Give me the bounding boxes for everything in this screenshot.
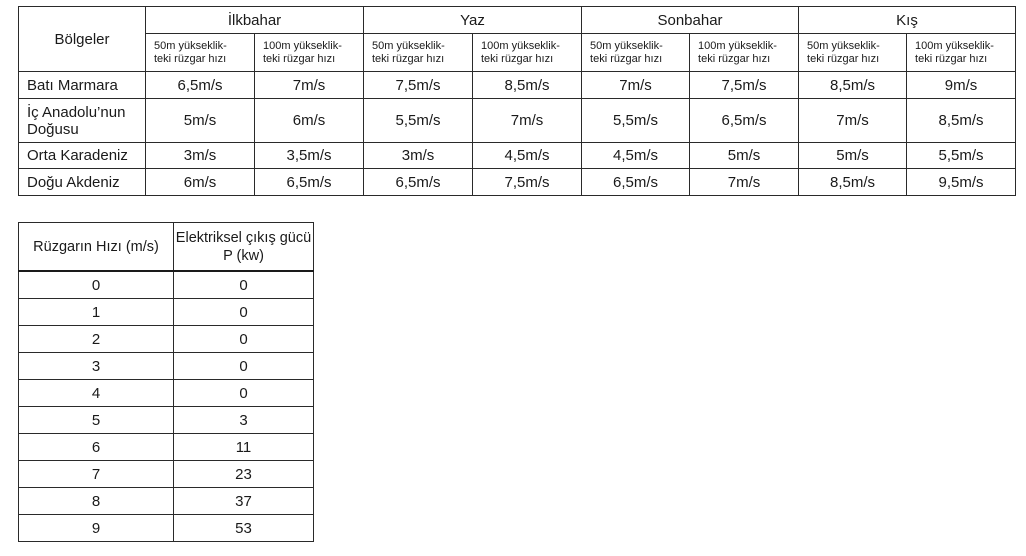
power-value: 0 xyxy=(174,271,314,299)
wind-speed-value: 9 xyxy=(19,515,174,542)
table-row xyxy=(19,488,314,515)
wind-speed-value: 8 xyxy=(19,488,174,515)
wind-speed-cell: 5m/s xyxy=(690,143,799,169)
wind-speed-cell: 5,5m/s xyxy=(364,99,473,143)
region-header: Bölgeler xyxy=(19,7,146,72)
region-cell: İç Anadolu’nun Doğusu xyxy=(19,99,146,143)
table-row xyxy=(19,72,1016,99)
height-100-header: 100m yükseklik- teki rüzgar hızı xyxy=(473,34,582,72)
wind-speed-cell: 6,5m/s xyxy=(364,169,473,196)
table-row xyxy=(19,169,1016,196)
wind-speed-cell: 7,5m/s xyxy=(364,72,473,99)
wind-speed-cell: 8,5m/s xyxy=(907,99,1016,143)
height-100-header: 100m yükseklik- teki rüzgar hızı xyxy=(255,34,364,72)
season-header: İlkbahar xyxy=(146,7,364,34)
height-100-header: 100m yükseklik- teki rüzgar hızı xyxy=(907,34,1016,72)
height-100-header: 100m yükseklik- teki rüzgar hızı xyxy=(690,34,799,72)
wind-speed-cell: 7m/s xyxy=(690,169,799,196)
wind-speed-value: 1 xyxy=(19,299,174,326)
wind-speed-cell: 3m/s xyxy=(146,143,255,169)
table-row xyxy=(19,326,314,353)
table-row xyxy=(19,434,314,461)
wind-speed-cell: 6m/s xyxy=(146,169,255,196)
wind-speed-cell: 6m/s xyxy=(255,99,364,143)
power-value: 23 xyxy=(174,461,314,488)
region-cell: Orta Karadeniz xyxy=(19,143,146,169)
wind-speed-cell: 6,5m/s xyxy=(582,169,690,196)
wind-speed-cell: 5,5m/s xyxy=(907,143,1016,169)
wind-speed-cell: 9,5m/s xyxy=(907,169,1016,196)
season-header: Yaz xyxy=(364,7,582,34)
height-50-header: 50m yükseklik- teki rüzgar hızı xyxy=(582,34,690,72)
power-value: 0 xyxy=(174,326,314,353)
wind-speed-cell: 7m/s xyxy=(799,99,907,143)
height-50-header: 50m yükseklik- teki rüzgar hızı xyxy=(364,34,473,72)
wind-speed-value: 5 xyxy=(19,407,174,434)
height-50-header: 50m yükseklik- teki rüzgar hızı xyxy=(146,34,255,72)
wind-speed-cell: 7m/s xyxy=(582,72,690,99)
wind-speed-cell: 7,5m/s xyxy=(690,72,799,99)
height-50-header: 50m yükseklik- teki rüzgar hızı xyxy=(799,34,907,72)
table-row xyxy=(19,143,1016,169)
wind-speed-cell: 7,5m/s xyxy=(473,169,582,196)
wind-speed-cell: 7m/s xyxy=(473,99,582,143)
power-value: 3 xyxy=(174,407,314,434)
wind-speed-cell: 6,5m/s xyxy=(146,72,255,99)
wind-speed-cell: 4,5m/s xyxy=(473,143,582,169)
season-header: Kış xyxy=(799,7,1016,34)
wind-speed-value: 7 xyxy=(19,461,174,488)
table-row xyxy=(19,461,314,488)
table-row xyxy=(19,353,314,380)
table-row xyxy=(19,271,314,299)
power-value: 0 xyxy=(174,353,314,380)
wind-speed-cell: 8,5m/s xyxy=(799,169,907,196)
wind-speed-value: 6 xyxy=(19,434,174,461)
wind-speed-cell: 6,5m/s xyxy=(690,99,799,143)
wind-speed-cell: 5m/s xyxy=(799,143,907,169)
wind-speed-cell: 4,5m/s xyxy=(582,143,690,169)
wind-speed-value: 3 xyxy=(19,353,174,380)
wind-speed-cell: 6,5m/s xyxy=(255,169,364,196)
wind-speed-header: Rüzgarın Hızı (m/s) xyxy=(19,223,174,272)
wind-speed-value: 2 xyxy=(19,326,174,353)
power-value: 11 xyxy=(174,434,314,461)
wind-speed-table xyxy=(18,6,1016,196)
wind-speed-cell: 9m/s xyxy=(907,72,1016,99)
power-value: 37 xyxy=(174,488,314,515)
wind-speed-cell: 5,5m/s xyxy=(582,99,690,143)
wind-speed-cell: 8,5m/s xyxy=(473,72,582,99)
table-row xyxy=(19,99,1016,143)
wind-speed-cell: 3m/s xyxy=(364,143,473,169)
wind-speed-value: 0 xyxy=(19,271,174,299)
table-row xyxy=(19,515,314,542)
wind-speed-cell: 5m/s xyxy=(146,99,255,143)
table-row xyxy=(19,407,314,434)
wind-speed-cell: 8,5m/s xyxy=(799,72,907,99)
wind-speed-value: 4 xyxy=(19,380,174,407)
power-value: 0 xyxy=(174,380,314,407)
wind-speed-cell: 7m/s xyxy=(255,72,364,99)
wind-speed-cell: 3,5m/s xyxy=(255,143,364,169)
power-output-table xyxy=(18,222,314,542)
season-header: Sonbahar xyxy=(582,7,799,34)
table-row xyxy=(19,380,314,407)
power-value: 0 xyxy=(174,299,314,326)
power-value: 53 xyxy=(174,515,314,542)
table-row xyxy=(19,299,314,326)
region-cell: Doğu Akdeniz xyxy=(19,169,146,196)
region-cell: Batı Marmara xyxy=(19,72,146,99)
power-output-header: Elektriksel çıkış gücü P (kw) xyxy=(174,223,314,272)
